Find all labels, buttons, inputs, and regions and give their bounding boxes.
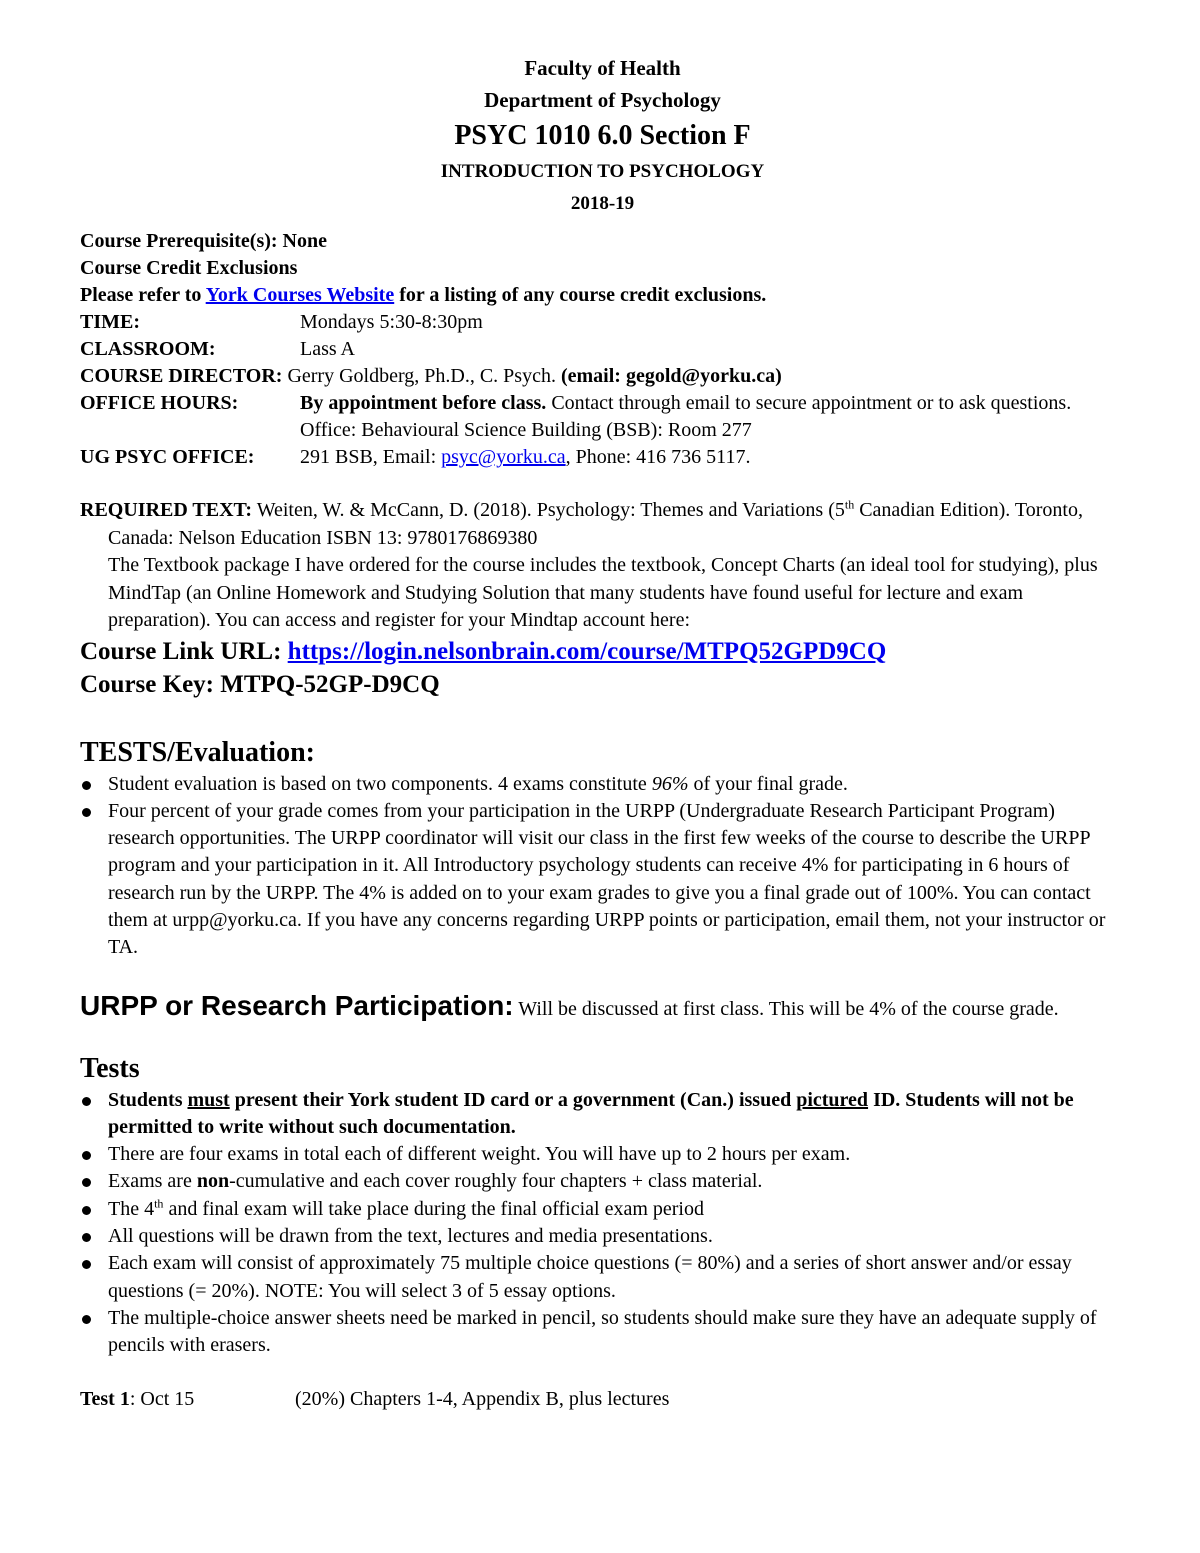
time-row xyxy=(80,309,1125,336)
tests-heading: Tests xyxy=(80,1052,140,1084)
bullet-icon xyxy=(82,1206,91,1215)
id-text: Students xyxy=(108,1088,188,1111)
faculty-heading: Faculty of Health xyxy=(524,56,681,80)
office-hours-row xyxy=(80,390,1125,444)
citation-a: Weiten, W. & McCann, D. (2018). Psychology: Themes and Variations (5 xyxy=(252,499,845,521)
test1-date: : Oct 15 xyxy=(129,1387,195,1410)
ug-office-row xyxy=(80,444,1125,471)
list-item xyxy=(80,1196,1125,1223)
course-link-label: Course Link URL: xyxy=(80,637,288,665)
bullet-icon xyxy=(82,1151,91,1160)
office-location: Office: Behavioural Science Building (BSB): Room 277 xyxy=(300,419,752,441)
textbook-package: The Textbook package I have ordered for the course includes the textbook, Concept Charts (an ideal tool for studying), plus MindTap (an Online Homework and Studying Solution that many students have found useful for lecture and exam preparation). You can access and register for your Mindtap account here: xyxy=(108,554,1098,631)
list-item xyxy=(80,798,1125,962)
bullet-icon xyxy=(82,781,91,790)
list-item xyxy=(80,1305,1125,1360)
bullet-icon xyxy=(82,808,91,817)
office-hours-label: OFFICE HOURS: xyxy=(80,392,239,414)
academic-year: 2018-19 xyxy=(570,193,635,214)
list-item xyxy=(80,1168,1125,1195)
id-text: present their York student ID card or a government (Can.) issued xyxy=(229,1088,797,1111)
question-sources: All questions will be drawn from the text, lectures and media presentations. xyxy=(108,1225,713,1248)
bullet-icon xyxy=(82,1178,91,1187)
test1-detail: (20%) Chapters 1-4, Appendix B, plus lectures xyxy=(295,1387,670,1410)
list-item xyxy=(80,771,1125,798)
exam-count: There are four exams in total each of different weight. You will have up to 2 hours per exam. xyxy=(108,1143,851,1166)
id-text: ID. Students will not be permitted to write without such documentation. xyxy=(108,1088,1074,1138)
cumulative-text: -cumulative and each cover roughly four chapters + class material. xyxy=(229,1170,763,1193)
ug-office-post: , Phone: 416 736 5117. xyxy=(565,446,751,468)
final-exam-text: and final exam will take place during the final official exam period xyxy=(163,1197,704,1220)
office-hours-value xyxy=(300,390,1125,444)
director-email: (email: gegold@yorku.ca) xyxy=(560,365,782,387)
evaluation-heading: TESTS/Evaluation: xyxy=(80,736,315,768)
list-item xyxy=(80,1087,1125,1142)
ug-office-label: UG PSYC OFFICE: xyxy=(80,446,255,468)
course-title-heading: INTRODUCTION TO PSYCHOLOGY xyxy=(440,161,765,182)
id-pictured: pictured xyxy=(796,1088,869,1111)
final-exam-text: The 4 xyxy=(108,1197,155,1220)
course-code-heading: PSYC 1010 6.0 Section F xyxy=(454,120,751,151)
urpp-text: Will be discussed at first class. This will be 4% of the course grade. xyxy=(513,997,1059,1020)
bullet-icon xyxy=(82,1233,91,1242)
evaluation-list xyxy=(80,771,1125,962)
eval-text-end: of your final grade. xyxy=(688,772,848,795)
classroom-row xyxy=(80,336,1125,363)
urpp-heading: URPP or Research Participation: xyxy=(80,989,514,1021)
ug-office-value xyxy=(300,444,1125,471)
bullet-icon xyxy=(82,1260,91,1269)
test1-label: Test 1 xyxy=(80,1387,130,1410)
bullet-icon xyxy=(82,1097,91,1106)
eval-percent: 96% xyxy=(651,772,689,795)
prerequisites: Course Prerequisite(s): None xyxy=(80,230,327,252)
office-hours-bold: By appointment before class. xyxy=(300,392,547,414)
citation-sup: th xyxy=(844,497,855,512)
test1-label-cell xyxy=(80,1386,295,1413)
pencil-note: The multiple-choice answer sheets need be marked in pencil, so students should make sure they have an adequate supply of pencils with erasers. xyxy=(108,1306,1097,1357)
psyc-email-link[interactable]: psyc@yorku.ca xyxy=(441,446,566,468)
exclusions-note xyxy=(80,282,1125,309)
classroom-value: Lass A xyxy=(300,338,355,360)
list-item xyxy=(80,1250,1125,1305)
list-item xyxy=(80,1141,1125,1168)
department-heading: Department of Psychology xyxy=(484,88,721,112)
cumulative-non: non xyxy=(196,1170,230,1193)
syllabus-page xyxy=(80,52,1125,1413)
cumulative-text: Exams are xyxy=(108,1170,197,1193)
final-exam-sup: th xyxy=(154,1196,164,1211)
course-link-row xyxy=(80,635,1125,668)
director-label: COURSE DIRECTOR: xyxy=(80,365,283,387)
york-courses-link[interactable]: York Courses Website xyxy=(205,284,395,306)
ug-office-pre: 291 BSB, Email: xyxy=(300,446,442,468)
test1-row xyxy=(80,1386,1125,1413)
director-name: Gerry Goldberg, Ph.D., C. Psych. xyxy=(287,365,561,387)
eval-text: Student evaluation is based on two components. 4 exams constitute xyxy=(108,772,652,795)
required-text xyxy=(80,497,1125,552)
exam-format: Each exam will consist of approximately 75 multiple choice questions (= 80%) and a series of short answer and/or essay questions (= 20%). NOTE: You will select 3 of 5 essay options. xyxy=(108,1252,1072,1302)
required-text-label: REQUIRED TEXT: xyxy=(80,499,253,521)
bullet-icon xyxy=(82,1315,91,1324)
citation-b: Canadian Edition). Toronto, Canada: Nelson Education ISBN 13: 9780176869380 xyxy=(108,499,1083,549)
urpp-description: Four percent of your grade comes from your participation in the URPP (Undergraduate Research Participant Program) research opportunities. The URPP coordinator will visit our class in the first few weeks of the course to describe the URPP program and your participation in it. All Introductory psychology students can receive 4% for participating in 6 hours of research run by the URPP. The 4% is added on to your exam grades to give you a final grade out of 100%. You can contact them at urpp@yorku.ca. If you have any concerns regarding URPP points or participation, email them, not your instructor or TA. xyxy=(108,799,1106,959)
refer-pre: Please refer to xyxy=(80,284,206,306)
refer-post: for a listing of any course credit exclusions. xyxy=(394,284,767,306)
tests-list xyxy=(80,1087,1125,1360)
id-must: must xyxy=(187,1088,230,1111)
time-value: Mondays 5:30-8:30pm xyxy=(300,311,483,333)
director-row xyxy=(80,363,1125,390)
office-hours-text: Contact through email to secure appointment or to ask questions. xyxy=(546,392,1072,414)
urpp-section xyxy=(80,989,1125,1023)
credit-exclusions: Course Credit Exclusions xyxy=(80,257,298,279)
course-link-url[interactable]: https://login.nelsonbrain.com/course/MTPQ52GPD9CQ xyxy=(287,637,887,665)
classroom-label: CLASSROOM: xyxy=(80,338,216,360)
time-label: TIME: xyxy=(80,311,140,333)
list-item xyxy=(80,1223,1125,1250)
course-key: Course Key: MTPQ-52GP-D9CQ xyxy=(80,670,440,698)
